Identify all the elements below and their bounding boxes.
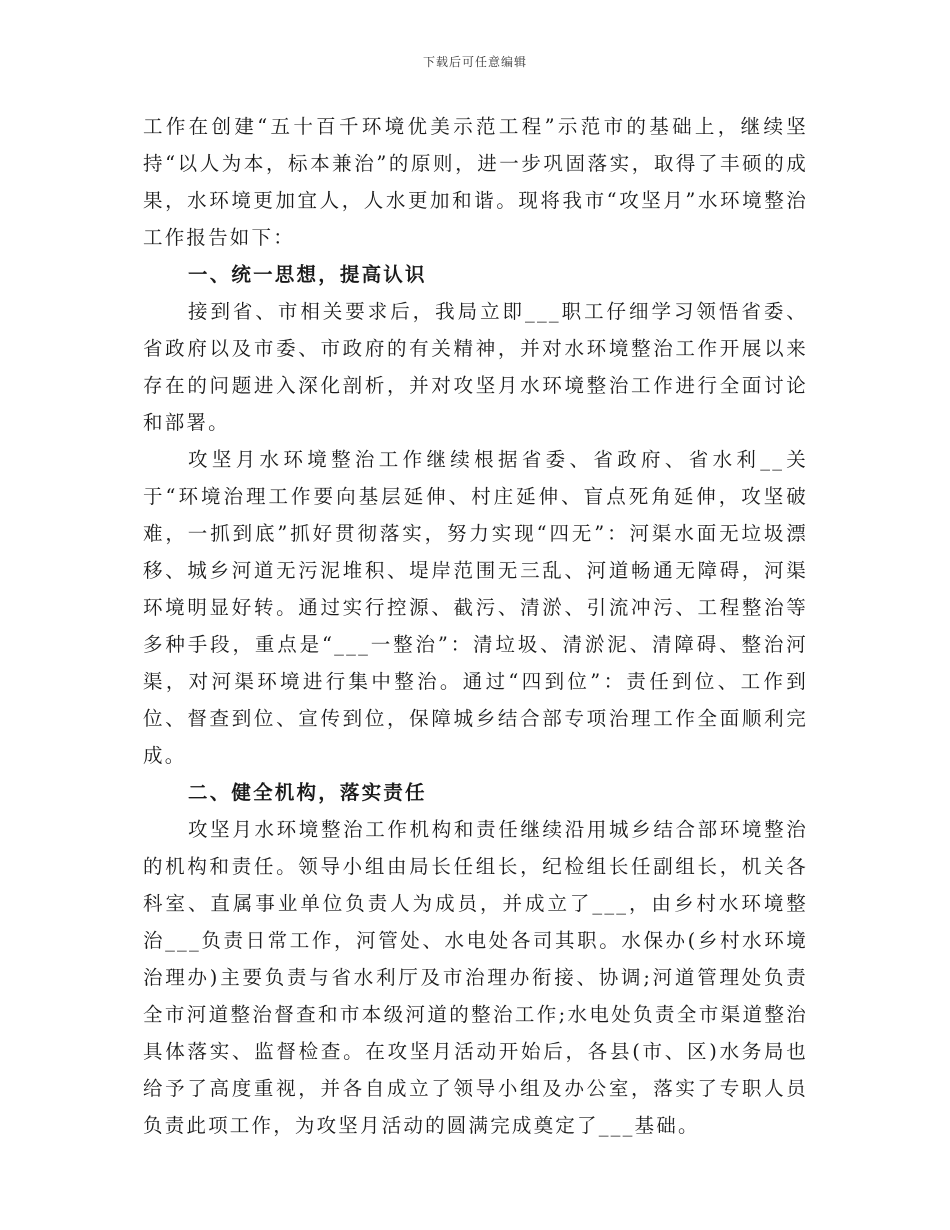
- page-header: 下载后可任意编辑: [422, 55, 527, 69]
- intro-paragraph: 工作在创建“五十百千环境优美示范工程”示范市的基础上，继续坚持“以人为本，标本兼治”的原则，进一步巩固落实，取得了丰硕的成果，水环境更加宜人，人水更加和谐。现将我市“攻坚月”水环境整治工作报告如下：: [143, 115, 808, 249]
- section-1-paragraph-1: 接到省、市相关要求后，我局立即___职工仔细学习领悟省委、省政府以及市委、市政府的有关精神，并对水环境整治工作开展以来存在的问题进入深化剖析，并对攻坚月水环境整治工作进行全面讨论和部署。: [143, 300, 808, 434]
- section-1-heading: 一、统一思想，提高认识: [188, 263, 427, 286]
- section-2-heading: 二、健全机构，落实责任: [188, 781, 427, 804]
- section-1-paragraph-2: 攻坚月水环境整治工作继续根据省委、省政府、省水利__关于“环境治理工作要向基层延伸、村庄延伸、盲点死角延伸，攻坚破难，一抓到底”抓好贯彻落实，努力实现“四无”：河渠水面无垃圾漂移、城乡河道无污泥堆积、堤岸范围无三乱、河道畅通无障碍，河渠环境明显好转。通过实行控源、截污、清淤、引流冲污、工程整治等多种手段，重点是“___一整治”：清垃圾、清淤泥、清障碍、整治河渠，对河渠环境进行集中整治。通过“四到位”：责任到位、工作到位、督查到位、宣传到位，保障城乡结合部专项治理工作全面顺利完成。: [143, 448, 808, 767]
- section-2-paragraph-1: 攻坚月水环境整治工作机构和责任继续沿用城乡结合部环境整治的机构和责任。领导小组由局长任组长，纪检组长任副组长，机关各科室、直属事业单位负责人为成员，并成立了___，由乡村水环境整治___负责日常工作，河管处、水电处各司其职。水保办(乡村水环境治理办)主要负责与省水利厅及市治理办衔接、协调;河道管理处负责全市河道整治督查和市本级河道的整治工作;水电处负责全市渠道整治具体落实、监督检查。在攻坚月活动开始后，各县(市、区)水务局也给予了高度重视，并各自成立了领导小组及办公室，落实了专职人员负责此项工作，为攻坚月活动的圆满完成奠定了___基础。: [143, 818, 808, 1137]
- document-body: [143, 108, 808, 1144]
